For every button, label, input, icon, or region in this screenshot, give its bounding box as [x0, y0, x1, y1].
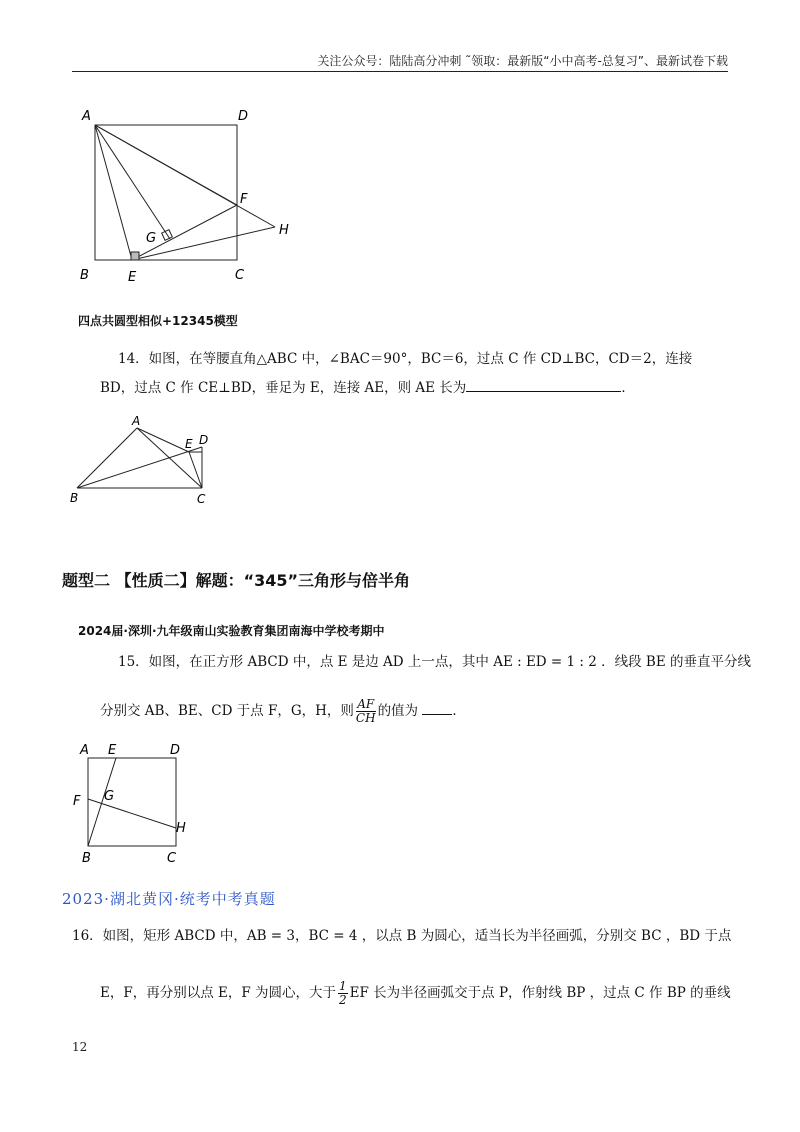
- label-b: B: [80, 268, 89, 283]
- label-d3: D: [170, 743, 181, 758]
- q15-source: 2024届·深圳·九年级南山实验教育集团南海中学校考期中: [78, 624, 385, 638]
- q14-line2-text: BD，过点 C 作 CE⊥BD，垂足为 E，连接 AE，则 AE 长为: [100, 380, 467, 396]
- q16-line2: [100, 980, 731, 1007]
- section-heading: 题型二 【性质二】解题：“345”三角形与倍半角: [62, 571, 411, 590]
- q15-answer-blank[interactable]: [422, 700, 452, 715]
- label-a3: A: [80, 743, 89, 758]
- q15-frac-den: CH: [355, 711, 376, 725]
- q15-fraction: [356, 698, 376, 725]
- figure-square-abcd: [70, 100, 310, 290]
- label-d: D: [238, 109, 249, 124]
- q16-fraction: [338, 980, 348, 1007]
- q16-line2-text: E，F，再分别以点 E，F 为圆心，大于: [100, 985, 337, 1001]
- label-h3: H: [176, 821, 186, 836]
- label-g: G: [146, 231, 157, 246]
- q14-answer-blank[interactable]: [466, 377, 621, 392]
- page-number: 12: [72, 1040, 88, 1054]
- label-e: E: [128, 270, 137, 285]
- label-b2: B: [70, 491, 79, 505]
- q16-line1: 16．如图，矩形 ABCD 中，AB = 3，BC = 4 ，以点 B 为圆心，适当长为半径画弧，分别交 BC ，BD 于点: [72, 928, 732, 944]
- q14-line1: 14．如图，在等腰直角△ABC 中，∠BAC＝90°，BC＝6，过点 C 作 CD⊥BC，CD＝2，连接: [118, 351, 693, 367]
- q16-frac-den: 2: [339, 993, 347, 1007]
- label-c: C: [235, 268, 245, 283]
- q15-line2-text: 分别交 AB、BE、CD 于点 F，G，H，则: [100, 703, 354, 719]
- q16-line2-suffix: EF 长为半径画弧交于点 P，作射线 BP ，过点 C 作 BP 的垂线: [349, 985, 731, 1001]
- section-model-title: 四点共圆型相似+12345模型: [78, 314, 238, 328]
- q15-end: ．: [452, 703, 466, 719]
- q16-source: 2023·湖北黄冈·统考中考真题: [62, 890, 276, 908]
- label-e2: E: [185, 437, 193, 451]
- label-a: A: [82, 109, 91, 124]
- label-b3: B: [82, 851, 91, 866]
- label-a2: A: [132, 414, 141, 428]
- label-e3: E: [108, 743, 117, 758]
- header-divider: [72, 71, 728, 72]
- label-d2: D: [199, 433, 209, 447]
- label-f: F: [240, 192, 248, 207]
- q15-line1: 15．如图，在正方形 ABCD 中，点 E 是边 AD 上一点，其中 AE : ED = 1 : 2 ．线段 BE 的垂直平分线: [118, 654, 751, 670]
- label-g3: G: [104, 789, 115, 804]
- q15-frac-num: AF: [357, 697, 375, 711]
- page-header: 关注公众号：陆陆高分冲刺 ˜领取：最新版“小中高考-总复习”、最新试卷下载: [317, 54, 728, 68]
- label-f3: F: [73, 794, 81, 809]
- q15-line2: [100, 698, 466, 725]
- label-h: H: [279, 223, 289, 238]
- figure-triangle-abc: [65, 410, 225, 510]
- label-c3: C: [167, 851, 177, 866]
- q14-end: ．: [621, 380, 635, 396]
- q14-line2: [100, 377, 635, 398]
- figure-square-bisector: [70, 738, 200, 868]
- label-c2: C: [197, 492, 206, 506]
- q15-line2-suffix: 的值为: [377, 703, 419, 719]
- q16-frac-num: 1: [339, 979, 347, 993]
